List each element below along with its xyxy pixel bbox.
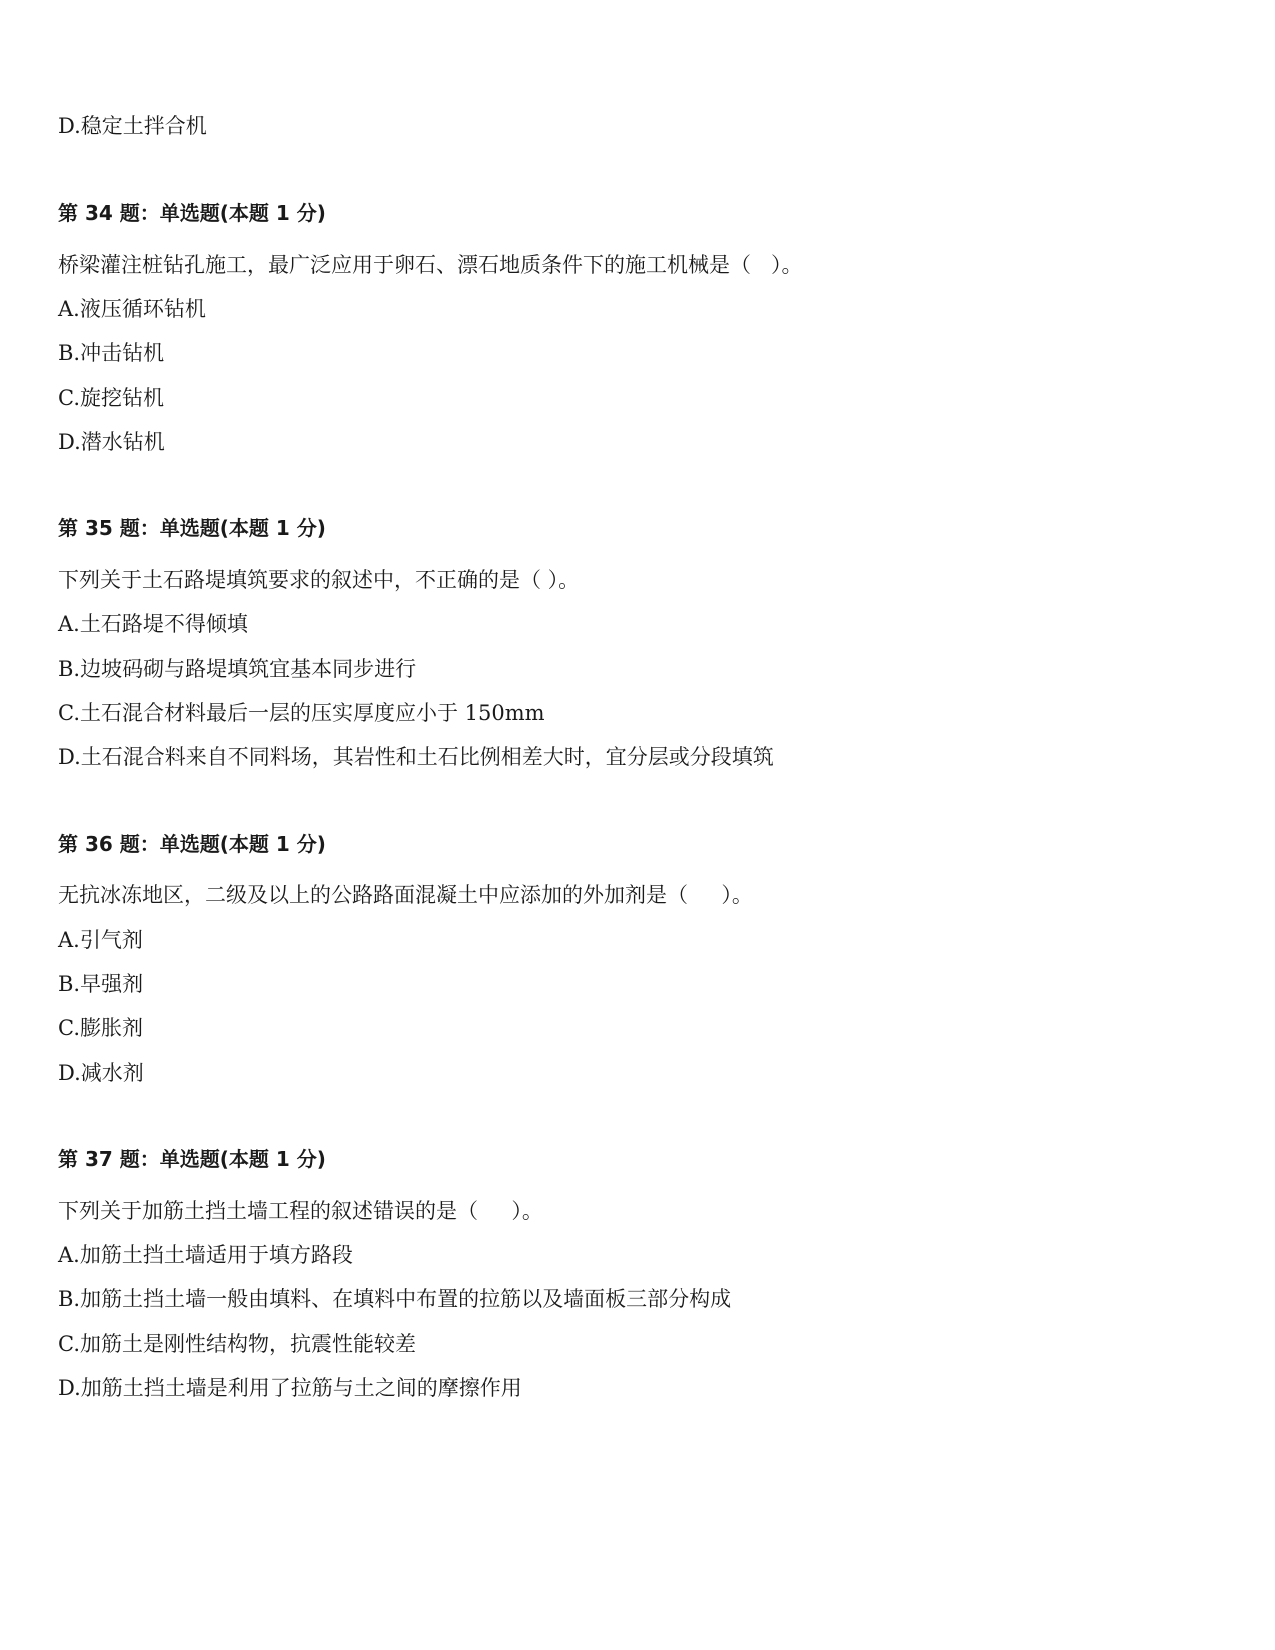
option-text: A.引气剂 bbox=[58, 928, 143, 952]
question-heading: 第 37 题：单选题(本题 1 分) bbox=[58, 1147, 326, 1171]
option-text: D.加筋土挡土墙是利用了拉筋与土之间的摩擦作用 bbox=[58, 1376, 522, 1400]
option-text: C.膨胀剂 bbox=[58, 1016, 143, 1040]
option-text: A.液压循环钻机 bbox=[58, 297, 206, 321]
question-stem: 下列关于加筋土挡土墙工程的叙述错误的是（ ）。 bbox=[58, 1199, 543, 1223]
option-text: D.稳定土拌合机 bbox=[58, 114, 207, 138]
question-heading: 第 35 题：单选题(本题 1 分) bbox=[58, 516, 326, 540]
option-text: C.土石混合材料最后一层的压实厚度应小于 150mm bbox=[58, 701, 545, 725]
option-text: D.潜水钻机 bbox=[58, 430, 165, 454]
question-stem: 下列关于土石路堤填筑要求的叙述中，不正确的是（ ）。 bbox=[58, 568, 580, 592]
question-stem: 桥梁灌注桩钻孔施工，最广泛应用于卵石、漂石地质条件下的施工机械是（ ）。 bbox=[58, 253, 803, 277]
option-text: B.早强剂 bbox=[58, 972, 144, 996]
option-text: D.减水剂 bbox=[58, 1061, 144, 1085]
option-text: D.土石混合料来自不同料场，其岩性和土石比例相差大时，宜分层或分段填筑 bbox=[58, 745, 774, 769]
question-heading: 第 36 题：单选题(本题 1 分) bbox=[58, 832, 326, 856]
question-heading: 第 34 题：单选题(本题 1 分) bbox=[58, 201, 326, 225]
option-text: C.旋挖钻机 bbox=[58, 386, 164, 410]
question-stem: 无抗冰冻地区，二级及以上的公路路面混凝土中应添加的外加剂是（ ）。 bbox=[58, 883, 753, 907]
option-text: B.边坡码砌与路堤填筑宜基本同步进行 bbox=[58, 657, 417, 681]
option-text: A.加筋土挡土墙适用于填方路段 bbox=[58, 1243, 353, 1267]
option-text: B.冲击钻机 bbox=[58, 341, 165, 365]
option-text: A.土石路堤不得倾填 bbox=[58, 612, 248, 636]
option-text: C.加筋土是刚性结构物，抗震性能较差 bbox=[58, 1332, 416, 1356]
option-text: B.加筋土挡土墙一般由填料、在填料中布置的拉筋以及墙面板三部分构成 bbox=[58, 1287, 732, 1311]
